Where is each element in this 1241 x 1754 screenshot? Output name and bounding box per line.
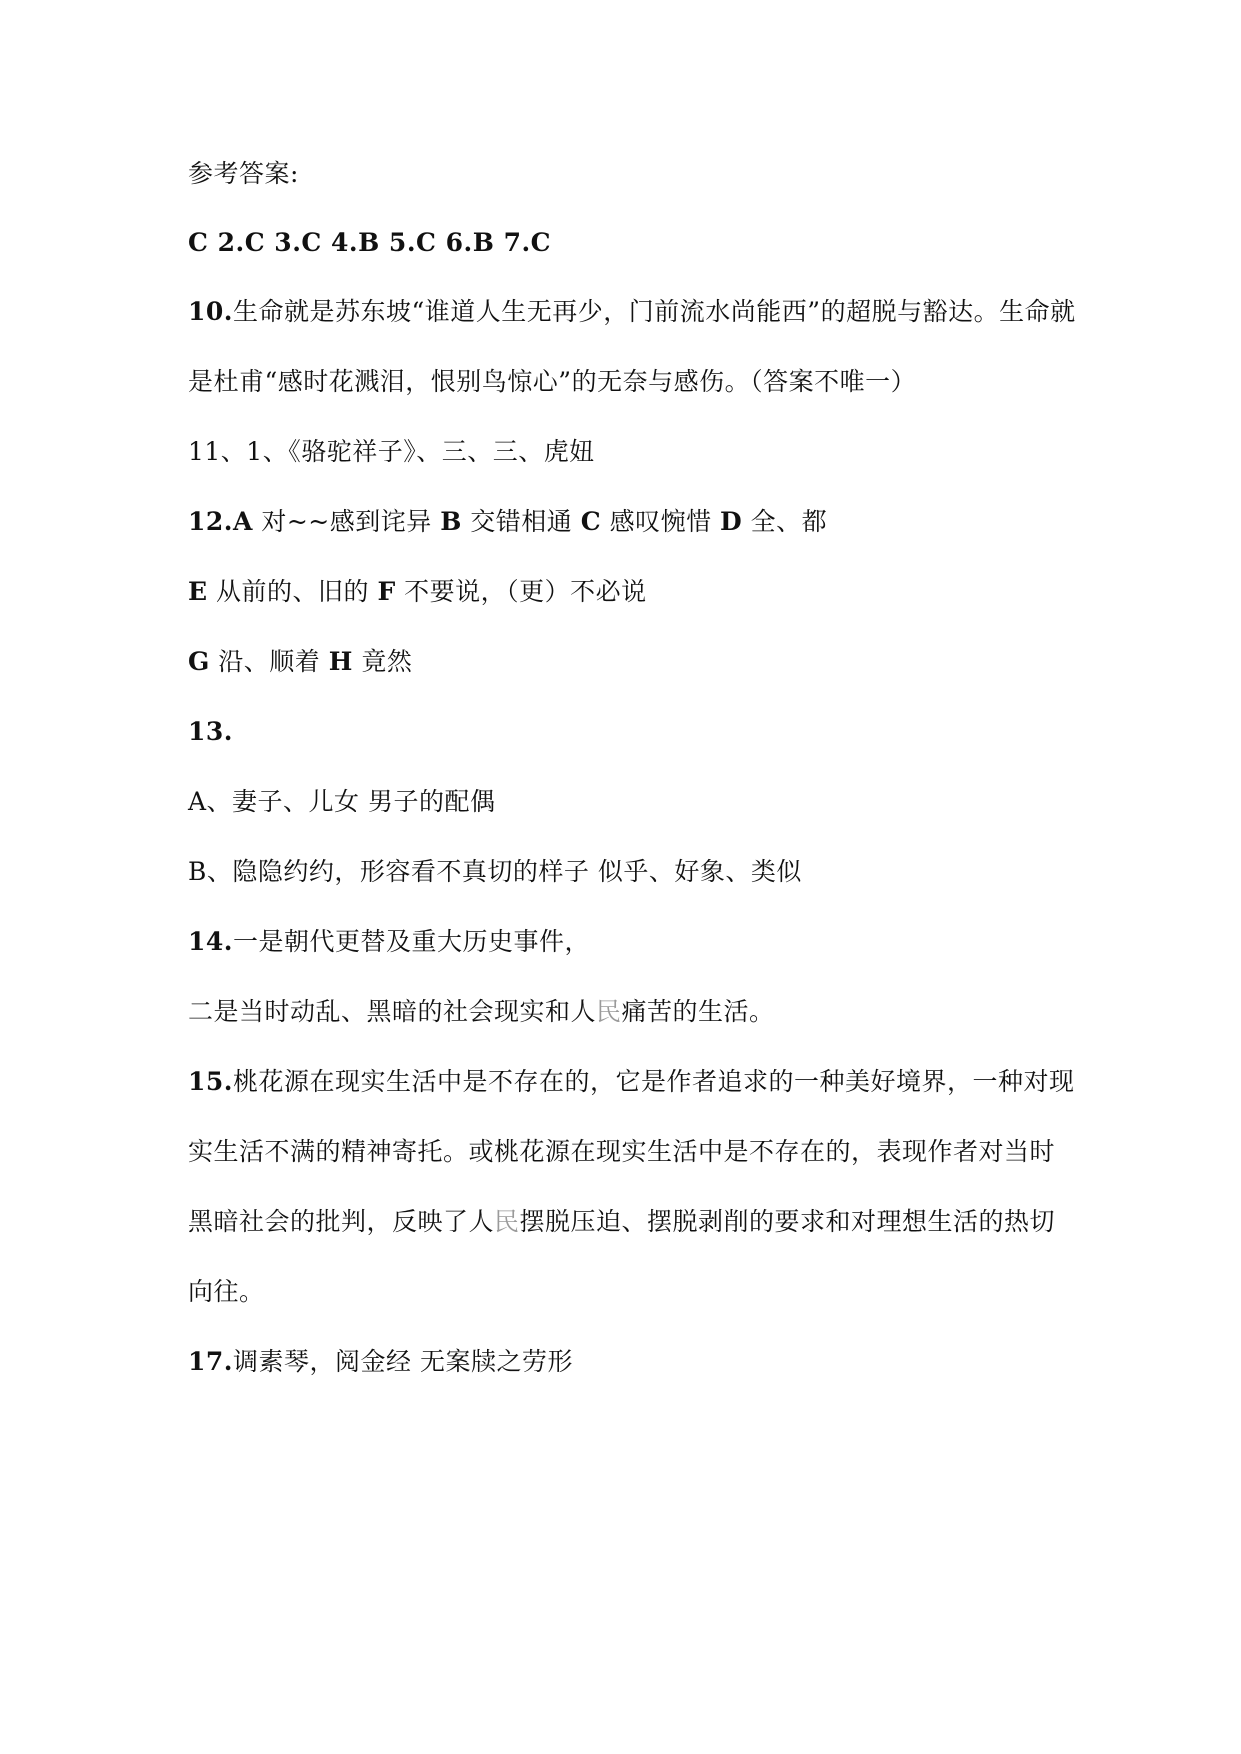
option-label: D xyxy=(720,507,743,536)
question-number: 14. xyxy=(188,927,233,956)
answer-line-12b xyxy=(188,575,1068,609)
answer-line-12c xyxy=(188,645,1068,679)
question-number: 15. xyxy=(188,1067,233,1096)
option-text: 从前的、旧的 xyxy=(207,577,378,606)
option-text: 对~~感到诧异 xyxy=(252,507,441,536)
option-label: F xyxy=(377,577,396,606)
answer-line-14a xyxy=(188,925,1068,959)
answer-line-12a xyxy=(188,505,1068,539)
option-label: 12.A xyxy=(188,507,253,536)
answer-text: 二是当时动乱、黑暗的社会现实和人 xyxy=(188,997,597,1026)
option-label: H xyxy=(328,647,353,676)
answer-line-15c xyxy=(188,1205,1068,1239)
answer-line-1-7: C 2.C 3.C 4.B 5.C 6.B 7.C xyxy=(188,228,552,257)
option-label: B xyxy=(440,507,462,536)
answer-line-10a xyxy=(188,295,1076,329)
option-text: 沿、顺着 xyxy=(209,647,329,676)
answer-line-13: 13. xyxy=(188,717,233,746)
answer-text: 生命就是苏东坡“谁道人生无再少，门前流水尚能西”的超脱与豁达。生命就 xyxy=(233,297,1076,326)
answer-text: 桃花源在现实生活中是不存在的，它是作者追求的一种美好境界，一种对现 xyxy=(233,1067,1075,1096)
answer-text: 痛苦的生活。 xyxy=(621,997,775,1026)
option-label: E xyxy=(188,577,208,606)
answer-line-15a xyxy=(188,1065,1075,1099)
option-label: C xyxy=(580,507,602,536)
faint-character: 民 xyxy=(494,1207,520,1236)
answer-heading: 参考答案: xyxy=(188,159,299,188)
answer-text: 调素琴，阅金经 无案牍之劳形 xyxy=(233,1347,573,1376)
question-number: 17. xyxy=(188,1347,233,1376)
option-text: 不要说，（更）不必说 xyxy=(395,577,647,606)
option-text: 全、都 xyxy=(742,507,828,536)
answer-line-11: 11、1、《骆驼祥子》、三、三、虎妞 xyxy=(188,437,595,466)
answer-line-15b: 实生活不满的精神寄托。或桃花源在现实生活中是不存在的，表现作者对当时 xyxy=(188,1137,1056,1166)
option-label: G xyxy=(188,647,210,676)
question-number: 10. xyxy=(188,297,233,326)
answer-line-14b xyxy=(188,995,1068,1029)
answer-line-10b: 是杜甫“感时花溅泪，恨别鸟惊心”的无奈与感伤。（答案不唯一） xyxy=(188,367,917,396)
answer-line-17 xyxy=(188,1345,1068,1379)
answer-text: 摆脱压迫、摆脱剥削的要求和对理想生活的热切 xyxy=(519,1207,1056,1236)
option-text: 竟然 xyxy=(352,647,413,676)
answer-text: 黑暗社会的批判，反映了人 xyxy=(188,1207,495,1236)
answer-line-15d: 向往。 xyxy=(188,1277,265,1306)
option-text: 感叹惋惜 xyxy=(601,507,721,536)
option-text: 交错相通 xyxy=(461,507,581,536)
answer-line-13a: A、妻子、儿女 男子的配偶 xyxy=(188,787,496,816)
answer-line-13b: B、隐隐约约，形容看不真切的样子 似乎、好象、类似 xyxy=(188,857,802,886)
answer-text: 一是朝代更替及重大历史事件， xyxy=(233,927,591,956)
faint-character: 民 xyxy=(596,997,622,1026)
